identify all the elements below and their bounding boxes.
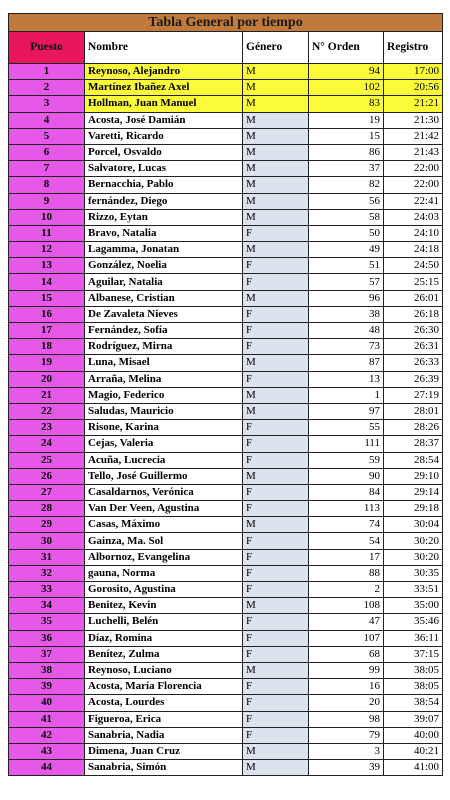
cell-registro[interactable]: 29:18 [384,501,443,517]
cell-puesto[interactable]: 12 [9,242,85,258]
cell-nombre[interactable]: Dimena, Juan Cruz [85,743,243,759]
cell-nombre[interactable]: Cejas, Valeria [85,436,243,452]
cell-puesto[interactable]: 15 [9,290,85,306]
cell-registro[interactable]: 38:05 [384,662,443,678]
cell-genero[interactable]: M [243,517,309,533]
cell-orden[interactable]: 16 [309,679,384,695]
table-row [9,582,443,598]
cell-registro[interactable]: 41:00 [384,760,443,776]
cell-genero[interactable]: M [243,290,309,306]
cell-registro[interactable]: 27:19 [384,387,443,403]
cell-nombre[interactable]: Luna, Misael [85,355,243,371]
cell-orden[interactable]: 56 [309,193,384,209]
table-row [9,371,443,387]
cell-genero[interactable]: M [243,598,309,614]
cell-registro[interactable]: 24:10 [384,225,443,241]
table-row [9,679,443,695]
table-row [9,112,443,128]
cell-puesto[interactable]: 29 [9,517,85,533]
cell-genero[interactable]: F [243,549,309,565]
cell-nombre[interactable]: Porcel, Osvaldo [85,144,243,160]
cell-puesto[interactable]: 14 [9,274,85,290]
cell-orden[interactable]: 111 [309,436,384,452]
cell-registro[interactable]: 26:18 [384,306,443,322]
cell-nombre[interactable]: Albanese, Cristian [85,290,243,306]
cell-nombre[interactable]: Rodríguez, Mirna [85,339,243,355]
cell-puesto[interactable]: 18 [9,339,85,355]
cell-orden[interactable]: 39 [309,760,384,776]
cell-nombre[interactable]: González, Noelia [85,258,243,274]
cell-puesto[interactable]: 31 [9,549,85,565]
table-row [9,533,443,549]
cell-genero[interactable]: M [243,387,309,403]
table-row [9,387,443,403]
cell-puesto[interactable]: 25 [9,452,85,468]
cell-genero[interactable]: M [243,161,309,177]
cell-orden[interactable]: 86 [309,144,384,160]
cell-orden[interactable]: 59 [309,452,384,468]
title-row [9,14,443,32]
cell-orden[interactable]: 98 [309,711,384,727]
cell-orden[interactable]: 17 [309,549,384,565]
cell-nombre[interactable]: Bernacchia, Pablo [85,177,243,193]
results-table [8,13,443,776]
cell-registro[interactable]: 38:54 [384,695,443,711]
cell-orden[interactable]: 87 [309,355,384,371]
cell-registro[interactable]: 26:30 [384,323,443,339]
cell-nombre[interactable]: Albornoz, Evangelina [85,549,243,565]
cell-nombre[interactable]: Aguilar, Natalia [85,274,243,290]
cell-genero[interactable]: F [243,371,309,387]
cell-genero[interactable]: F [243,646,309,662]
cell-orden[interactable]: 37 [309,161,384,177]
cell-puesto[interactable]: 20 [9,371,85,387]
cell-puesto[interactable]: 13 [9,258,85,274]
cell-genero[interactable]: F [243,225,309,241]
table-row [9,290,443,306]
cell-genero[interactable]: F [243,484,309,500]
cell-genero[interactable]: M [243,112,309,128]
cell-nombre[interactable]: Van Der Veen, Agustina [85,501,243,517]
cell-genero[interactable]: M [243,209,309,225]
cell-orden[interactable]: 50 [309,225,384,241]
cell-registro[interactable]: 35:46 [384,614,443,630]
cell-genero[interactable]: M [243,193,309,209]
header-puesto[interactable]: Puesto [9,32,85,64]
cell-puesto[interactable]: 33 [9,582,85,598]
cell-genero[interactable]: M [243,468,309,484]
cell-genero[interactable]: F [243,452,309,468]
table-row [9,484,443,500]
table-row [9,727,443,743]
cell-orden[interactable]: 19 [309,112,384,128]
cell-puesto[interactable]: 11 [9,225,85,241]
cell-puesto[interactable]: 19 [9,355,85,371]
cell-genero[interactable]: M [243,403,309,419]
cell-registro[interactable]: 20:56 [384,80,443,96]
cell-nombre[interactable]: Saludas, Mauricio [85,403,243,419]
table-row [9,64,443,80]
cell-orden[interactable]: 90 [309,468,384,484]
cell-registro[interactable]: 24:18 [384,242,443,258]
cell-puesto[interactable]: 5 [9,128,85,144]
cell-puesto[interactable]: 17 [9,323,85,339]
cell-nombre[interactable]: Casaldarnos, Verónica [85,484,243,500]
table-row [9,565,443,581]
cell-puesto[interactable]: 43 [9,743,85,759]
cell-orden[interactable]: 99 [309,662,384,678]
cell-genero[interactable]: M [243,80,309,96]
cell-registro[interactable]: 30:35 [384,565,443,581]
cell-nombre[interactable]: Reynoso, Alejandro [85,64,243,80]
cell-orden[interactable]: 1 [309,387,384,403]
cell-registro[interactable]: 30:04 [384,517,443,533]
cell-registro[interactable]: 29:10 [384,468,443,484]
results-sheet [8,13,442,776]
cell-puesto[interactable]: 30 [9,533,85,549]
cell-orden[interactable]: 108 [309,598,384,614]
table-body [9,64,443,776]
cell-nombre[interactable]: Benítez, Zulma [85,646,243,662]
cell-nombre[interactable]: Hollman, Juan Manuel [85,96,243,112]
cell-registro[interactable]: 22:00 [384,161,443,177]
cell-nombre[interactable]: Acosta, María Florencia [85,679,243,695]
table-row [9,355,443,371]
cell-genero[interactable]: F [243,565,309,581]
header-registro[interactable]: Registro [384,32,443,64]
cell-puesto[interactable]: 36 [9,630,85,646]
cell-nombre[interactable]: Acosta, Lourdes [85,695,243,711]
cell-orden[interactable]: 83 [309,96,384,112]
cell-nombre[interactable]: Luchelli, Belén [85,614,243,630]
cell-genero[interactable]: M [243,144,309,160]
cell-orden[interactable]: 2 [309,582,384,598]
cell-nombre[interactable]: Martínez Ibañez Axel [85,80,243,96]
cell-registro[interactable]: 21:42 [384,128,443,144]
cell-genero[interactable]: F [243,614,309,630]
cell-genero[interactable]: M [243,760,309,776]
cell-nombre[interactable]: Sanabria, Nadia [85,727,243,743]
cell-puesto[interactable]: 10 [9,209,85,225]
cell-nombre[interactable]: Varetti, Ricardo [85,128,243,144]
cell-nombre[interactable]: Gainza, Ma. Sol [85,533,243,549]
cell-registro[interactable]: 21:30 [384,112,443,128]
cell-genero[interactable]: M [243,64,309,80]
cell-puesto[interactable]: 38 [9,662,85,678]
cell-genero[interactable]: F [243,274,309,290]
cell-genero[interactable]: M [243,743,309,759]
cell-puesto[interactable]: 27 [9,484,85,500]
table-row [9,501,443,517]
cell-nombre[interactable]: gauna, Norma [85,565,243,581]
cell-orden[interactable]: 49 [309,242,384,258]
table-row [9,468,443,484]
cell-puesto[interactable]: 23 [9,420,85,436]
cell-orden[interactable]: 97 [309,403,384,419]
table-row [9,598,443,614]
cell-puesto[interactable]: 22 [9,403,85,419]
cell-orden[interactable]: 113 [309,501,384,517]
cell-nombre[interactable]: Risone, Karina [85,420,243,436]
cell-registro[interactable]: 25:15 [384,274,443,290]
cell-orden[interactable]: 82 [309,177,384,193]
cell-registro[interactable]: 22:41 [384,193,443,209]
cell-genero[interactable]: F [243,323,309,339]
cell-orden[interactable]: 107 [309,630,384,646]
cell-registro[interactable]: 22:00 [384,177,443,193]
cell-registro[interactable]: 36:11 [384,630,443,646]
cell-puesto[interactable]: 21 [9,387,85,403]
cell-orden[interactable]: 68 [309,646,384,662]
cell-nombre[interactable]: Bravo, Natalia [85,225,243,241]
table-row [9,144,443,160]
cell-orden[interactable]: 54 [309,533,384,549]
cell-orden[interactable]: 38 [309,306,384,322]
cell-orden[interactable]: 96 [309,290,384,306]
cell-nombre[interactable]: Fernández, Sofía [85,323,243,339]
cell-orden[interactable]: 20 [309,695,384,711]
cell-registro[interactable]: 30:20 [384,549,443,565]
cell-puesto[interactable]: 28 [9,501,85,517]
table-row [9,743,443,759]
table-row [9,630,443,646]
cell-registro[interactable]: 26:33 [384,355,443,371]
cell-genero[interactable]: F [243,258,309,274]
cell-orden[interactable]: 79 [309,727,384,743]
cell-registro[interactable]: 37:15 [384,646,443,662]
cell-genero[interactable]: F [243,630,309,646]
cell-orden[interactable]: 57 [309,274,384,290]
cell-orden[interactable]: 73 [309,339,384,355]
cell-registro[interactable]: 26:01 [384,290,443,306]
cell-nombre[interactable]: Benitez, Kevin [85,598,243,614]
cell-nombre[interactable]: Sanabria, Simón [85,760,243,776]
cell-genero[interactable]: F [243,306,309,322]
cell-genero[interactable]: F [243,695,309,711]
cell-orden[interactable]: 74 [309,517,384,533]
table-row [9,517,443,533]
cell-orden[interactable]: 55 [309,420,384,436]
table-row [9,711,443,727]
cell-puesto[interactable]: 24 [9,436,85,452]
cell-orden[interactable]: 51 [309,258,384,274]
cell-orden[interactable]: 88 [309,565,384,581]
table-row [9,452,443,468]
cell-registro[interactable]: 38:05 [384,679,443,695]
cell-registro[interactable]: 26:31 [384,339,443,355]
cell-registro[interactable]: 40:00 [384,727,443,743]
cell-puesto[interactable]: 35 [9,614,85,630]
cell-puesto[interactable]: 26 [9,468,85,484]
cell-genero[interactable]: F [243,420,309,436]
table-row [9,193,443,209]
cell-nombre[interactable]: Arraña, Melina [85,371,243,387]
cell-puesto[interactable]: 37 [9,646,85,662]
cell-puesto[interactable]: 16 [9,306,85,322]
cell-orden[interactable]: 15 [309,128,384,144]
cell-registro[interactable]: 29:14 [384,484,443,500]
cell-nombre[interactable]: De Zavaleta Nieves [85,306,243,322]
table-row [9,177,443,193]
cell-nombre[interactable]: Lagamma, Jonatan [85,242,243,258]
cell-puesto[interactable]: 32 [9,565,85,581]
cell-genero[interactable]: M [243,242,309,258]
table-row [9,323,443,339]
cell-nombre[interactable]: Rizzo, Eytan [85,209,243,225]
cell-registro[interactable]: 24:03 [384,209,443,225]
cell-genero[interactable]: F [243,679,309,695]
cell-genero[interactable]: F [243,436,309,452]
cell-orden[interactable]: 58 [309,209,384,225]
cell-registro[interactable]: 35:00 [384,598,443,614]
table-row [9,420,443,436]
cell-puesto[interactable]: 2 [9,80,85,96]
cell-genero[interactable]: F [243,501,309,517]
cell-registro[interactable]: 26:39 [384,371,443,387]
cell-nombre[interactable]: Salvatore, Lucas [85,161,243,177]
table-row [9,695,443,711]
cell-nombre[interactable]: Acuña, Lucrecia [85,452,243,468]
cell-registro[interactable]: 17:00 [384,64,443,80]
cell-orden[interactable]: 3 [309,743,384,759]
header-genero[interactable]: Género [243,32,309,64]
cell-puesto[interactable]: 6 [9,144,85,160]
cell-nombre[interactable]: Tello, José Guillermo [85,468,243,484]
table-row [9,760,443,776]
cell-genero[interactable]: F [243,711,309,727]
cell-puesto[interactable]: 7 [9,161,85,177]
cell-nombre[interactable]: Casas, Máximo [85,517,243,533]
header-row [9,32,443,64]
cell-puesto[interactable]: 42 [9,727,85,743]
cell-orden[interactable]: 84 [309,484,384,500]
table-row [9,403,443,419]
table-row [9,80,443,96]
cell-nombre[interactable]: Magio, Federico [85,387,243,403]
cell-orden[interactable]: 94 [309,64,384,80]
table-row [9,209,443,225]
cell-orden[interactable]: 48 [309,323,384,339]
cell-puesto[interactable]: 3 [9,96,85,112]
table-row [9,306,443,322]
cell-puesto[interactable]: 39 [9,679,85,695]
cell-registro[interactable]: 28:54 [384,452,443,468]
cell-registro[interactable]: 40:21 [384,743,443,759]
cell-genero[interactable]: M [243,128,309,144]
cell-nombre[interactable]: fernández, Diego [85,193,243,209]
cell-nombre[interactable]: Gorosito, Agustina [85,582,243,598]
cell-puesto[interactable]: 1 [9,64,85,80]
cell-orden[interactable]: 13 [309,371,384,387]
cell-genero[interactable]: M [243,355,309,371]
table-row [9,662,443,678]
table-row [9,161,443,177]
cell-genero[interactable]: M [243,177,309,193]
table-title: Tabla General por tiempo [9,14,443,32]
cell-puesto[interactable]: 44 [9,760,85,776]
cell-registro[interactable]: 24:50 [384,258,443,274]
table-row [9,339,443,355]
cell-puesto[interactable]: 9 [9,193,85,209]
cell-puesto[interactable]: 4 [9,112,85,128]
cell-registro[interactable]: 28:01 [384,403,443,419]
cell-genero[interactable]: M [243,662,309,678]
cell-nombre[interactable]: Figueroa, Erica [85,711,243,727]
table-row [9,258,443,274]
cell-genero[interactable]: F [243,582,309,598]
cell-registro[interactable]: 21:43 [384,144,443,160]
table-row [9,274,443,290]
cell-puesto[interactable]: 8 [9,177,85,193]
table-row [9,436,443,452]
table-row [9,646,443,662]
cell-orden[interactable]: 47 [309,614,384,630]
header-orden[interactable]: N° Orden [309,32,384,64]
cell-genero[interactable]: F [243,533,309,549]
table-row [9,128,443,144]
table-row [9,225,443,241]
cell-nombre[interactable]: Díaz, Romina [85,630,243,646]
table-row [9,614,443,630]
cell-puesto[interactable]: 34 [9,598,85,614]
cell-registro[interactable]: 28:37 [384,436,443,452]
table-row [9,549,443,565]
cell-genero[interactable]: F [243,727,309,743]
cell-genero[interactable]: M [243,96,309,112]
cell-orden[interactable]: 102 [309,80,384,96]
table-row [9,242,443,258]
cell-registro[interactable]: 28:26 [384,420,443,436]
cell-puesto[interactable]: 41 [9,711,85,727]
header-nombre[interactable]: Nombre [85,32,243,64]
cell-registro[interactable]: 33:51 [384,582,443,598]
cell-genero[interactable]: F [243,339,309,355]
cell-registro[interactable]: 39:07 [384,711,443,727]
cell-nombre[interactable]: Reynoso, Luciano [85,662,243,678]
cell-registro[interactable]: 21:21 [384,96,443,112]
cell-nombre[interactable]: Acosta, José Damián [85,112,243,128]
table-row [9,96,443,112]
cell-puesto[interactable]: 40 [9,695,85,711]
cell-registro[interactable]: 30:20 [384,533,443,549]
